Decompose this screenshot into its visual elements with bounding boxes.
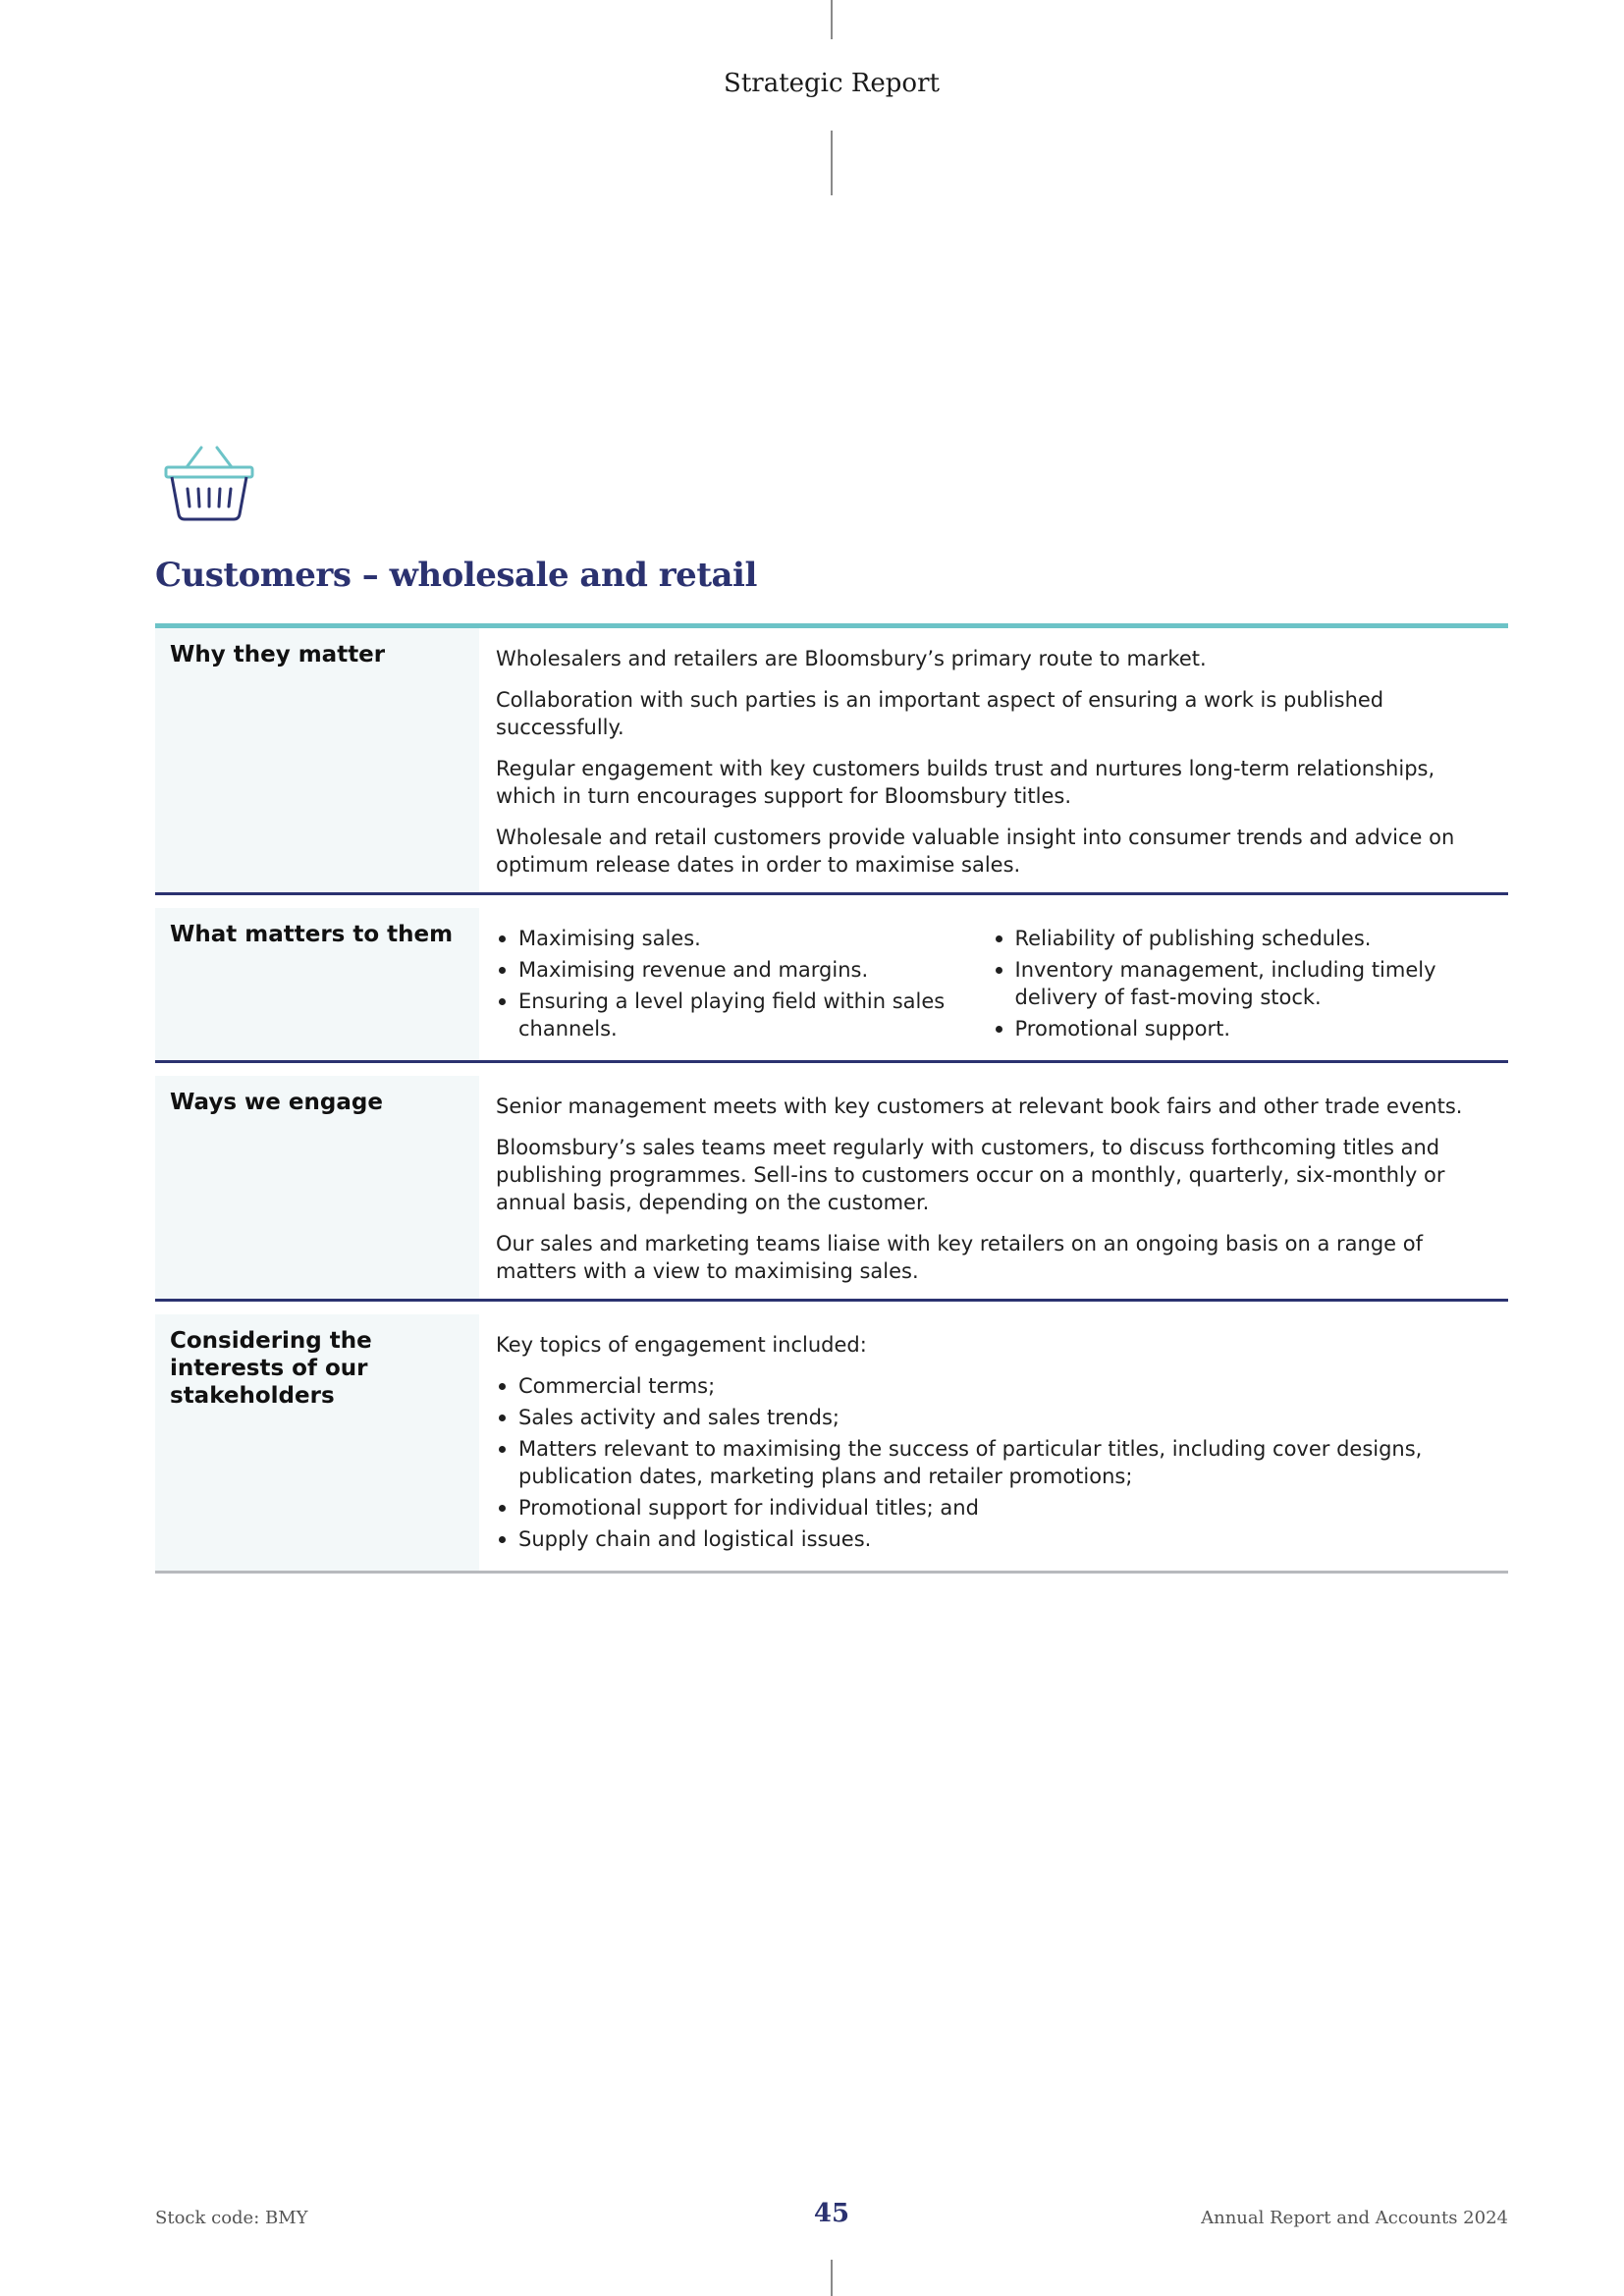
table-row-ways-we-engage (155, 1076, 1508, 1302)
bullet-list (496, 1372, 1489, 1553)
row-label: What matters to them (155, 908, 479, 1060)
list-item: Promotional support for individual titles; and (496, 1494, 1489, 1522)
paragraph: Collaboration with such parties is an important aspect of ensuring a work is published successfully. (496, 688, 1384, 739)
paragraph: Senior management meets with key customers at relevant book fairs and other trade events. (496, 1095, 1463, 1118)
row-label: Why they matter (155, 628, 479, 892)
list-item: Matters relevant to maximising the success of particular titles, including cover designs, publication dates, marketing plans and retailer promotions; (496, 1435, 1489, 1490)
section-title: Customers – wholesale and retail (155, 556, 757, 595)
bullet-columns (496, 921, 1489, 1046)
list-item: Reliability of publishing schedules. (993, 925, 1460, 952)
list-item: Sales activity and sales trends; (496, 1404, 1489, 1431)
list-item: Promotional support. (993, 1015, 1460, 1042)
table-row-what-matters (155, 908, 1508, 1063)
list-item: Inventory management, including timely delivery of fast-moving stock. (993, 956, 1460, 1011)
bullet-list-right (993, 925, 1489, 1046)
paragraph: Bloomsbury’s sales teams meet regularly with customers, to discuss forthcoming titles and publishing programmes. Sell-ins to customers occur on a monthly, quarterly, six-monthly or annual basis, depending on the customer. (496, 1136, 1445, 1214)
row-label: Considering the interests of our stakeholders (155, 1314, 479, 1571)
table-row-why-they-matter (155, 628, 1508, 895)
row-body (479, 1076, 1508, 1299)
paragraph: Key topics of engagement included: (496, 1333, 867, 1357)
row-body (479, 1314, 1508, 1571)
stakeholder-engagement-table (155, 623, 1508, 1574)
table-row-considering-interests (155, 1314, 1508, 1574)
list-item: Ensuring a level playing field within sales channels. (496, 988, 963, 1042)
footer-report-name: Annual Report and Accounts 2024 (1201, 2208, 1508, 2228)
row-label: Ways we engage (155, 1076, 479, 1299)
footer-rule (831, 2260, 833, 2296)
header-rule-top (831, 0, 833, 39)
list-item: Supply chain and logistical issues. (496, 1525, 1489, 1553)
paragraph: Our sales and marketing teams liaise with key retailers on an ongoing basis on a range of matters with a view to maximising sales. (496, 1232, 1424, 1283)
list-item: Maximising sales. (496, 925, 963, 952)
header-rule-bottom (831, 131, 833, 195)
paragraph: Regular engagement with key customers builds trust and nurtures long-term relationships, which in turn encourages support for Bloomsbury titles. (496, 757, 1435, 808)
paragraph: Wholesalers and retailers are Bloomsbury’s primary route to market. (496, 647, 1207, 670)
footer-stock-code: Stock code: BMY (155, 2208, 308, 2228)
row-body (479, 628, 1508, 892)
row-body (479, 908, 1508, 1060)
page-number: 45 (813, 2199, 850, 2228)
bullet-list-left (496, 925, 993, 1046)
list-item: Maximising revenue and margins. (496, 956, 963, 984)
paragraph: Wholesale and retail customers provide valuable insight into consumer trends and advice on optimum release dates in order to maximise sales. (496, 826, 1455, 877)
section-header-title: Strategic Report (724, 69, 940, 98)
list-item: Commercial terms; (496, 1372, 1489, 1400)
shopping-basket-icon (162, 444, 256, 524)
